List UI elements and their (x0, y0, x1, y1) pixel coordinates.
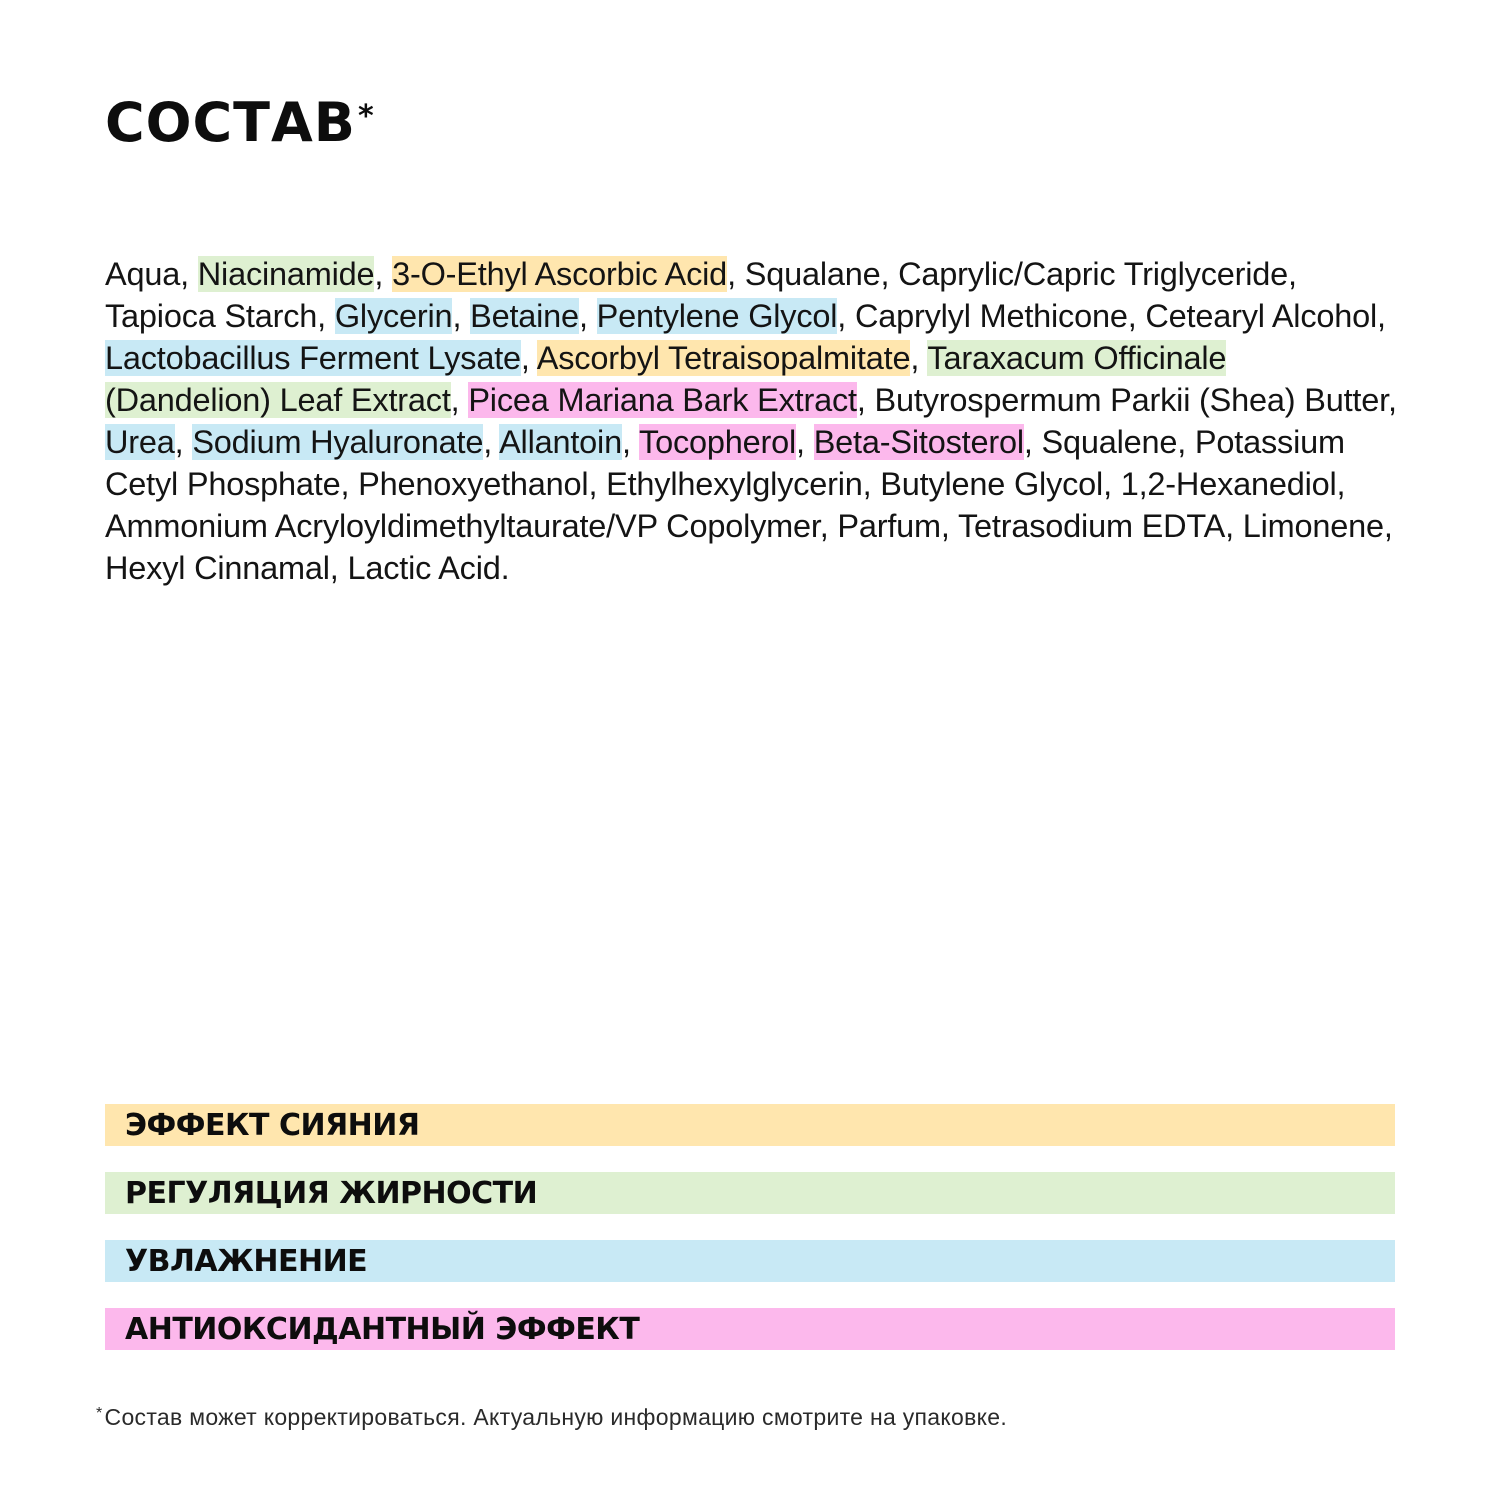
ingredient-highlight-moisturizing: Allantoin (499, 424, 622, 460)
ingredient-text: , (174, 424, 193, 460)
ingredient-text: , (452, 298, 471, 334)
ingredient-highlight-radiance: Ascorbyl Tetraisopalmitate (536, 340, 911, 376)
footnote (96, 1404, 1007, 1431)
page-title (105, 88, 375, 158)
ingredient-highlight-antioxidant: Tocopherol (639, 424, 797, 460)
ingredient-highlight-oil-control: Taraxacum Officinale (Dandelion) Leaf Extract (105, 340, 1227, 418)
ingredient-highlight-moisturizing: Urea (105, 424, 175, 460)
legend-item-radiance: ЭФФЕКТ СИЯНИЯ (105, 1104, 1395, 1146)
ingredient-text: , (450, 382, 469, 418)
ingredient-text: , (578, 298, 597, 334)
footnote-text: Состав может корректироваться. Актуальную информацию смотрите на упаковке. (104, 1404, 1008, 1430)
ingredient-text: , (910, 340, 928, 376)
ingredient-text: , Butyrospermum Parkii (Shea) Butter, (856, 382, 1397, 418)
legend-item-moisturizing: УВЛАЖНЕНИЕ (105, 1240, 1395, 1282)
ingredients-list (105, 253, 1400, 589)
ingredient-text: , Squalene, Potassium Cetyl Phosphate, Phenoxyethanol, Ethylhexylglycerin, Butylene Glycol, 1,2-Hexanediol, Ammonium Acryloyldimethyltaurate/VP Copolymer, Parfum, Tetrasodium EDTA, Limonene, Hexyl Cinnamal, Lactic Acid. (105, 424, 1393, 586)
title-asterisk: * (357, 99, 375, 134)
ingredient-highlight-antioxidant: Picea Mariana Bark Extract (468, 382, 857, 418)
ingredient-highlight-moisturizing: Lactobacillus Ferment Lysate (105, 340, 521, 376)
ingredient-highlight-moisturizing: Betaine (470, 298, 579, 334)
ingredient-text: , Caprylyl Methicone, Cetearyl Alcohol, (837, 298, 1386, 334)
legend-item-antioxidant: АНТИОКСИДАНТНЫЙ ЭФФЕКТ (105, 1308, 1395, 1350)
ingredient-highlight-antioxidant: Beta-Sitosterol (813, 424, 1024, 460)
ingredient-text: , (374, 256, 393, 292)
ingredient-text: , (483, 424, 500, 460)
ingredient-text: , (796, 424, 814, 460)
ingredient-highlight-moisturizing: Pentylene Glycol (596, 298, 838, 334)
ingredient-highlight-oil-control: Niacinamide (197, 256, 375, 292)
ingredient-text: , (520, 340, 537, 376)
ingredient-highlight-radiance: 3-O-Ethyl Ascorbic Acid (392, 256, 728, 292)
ingredient-highlight-moisturizing: Glycerin (334, 298, 453, 334)
legend-item-oil-control: РЕГУЛЯЦИЯ ЖИРНОСТИ (105, 1172, 1395, 1214)
ingredient-highlight-moisturizing: Sodium Hyaluronate (192, 424, 484, 460)
ingredient-text: Aqua (105, 256, 181, 292)
ingredient-text: , (180, 256, 198, 292)
ingredient-text: , Squalane, Caprylic/Capric Triglyceride, Tapioca Starch, (105, 256, 1297, 334)
ingredient-text: , (621, 424, 640, 460)
footnote-asterisk: * (96, 1405, 103, 1422)
title-text: СОСТАВ (105, 91, 356, 154)
legend (105, 1104, 1395, 1376)
